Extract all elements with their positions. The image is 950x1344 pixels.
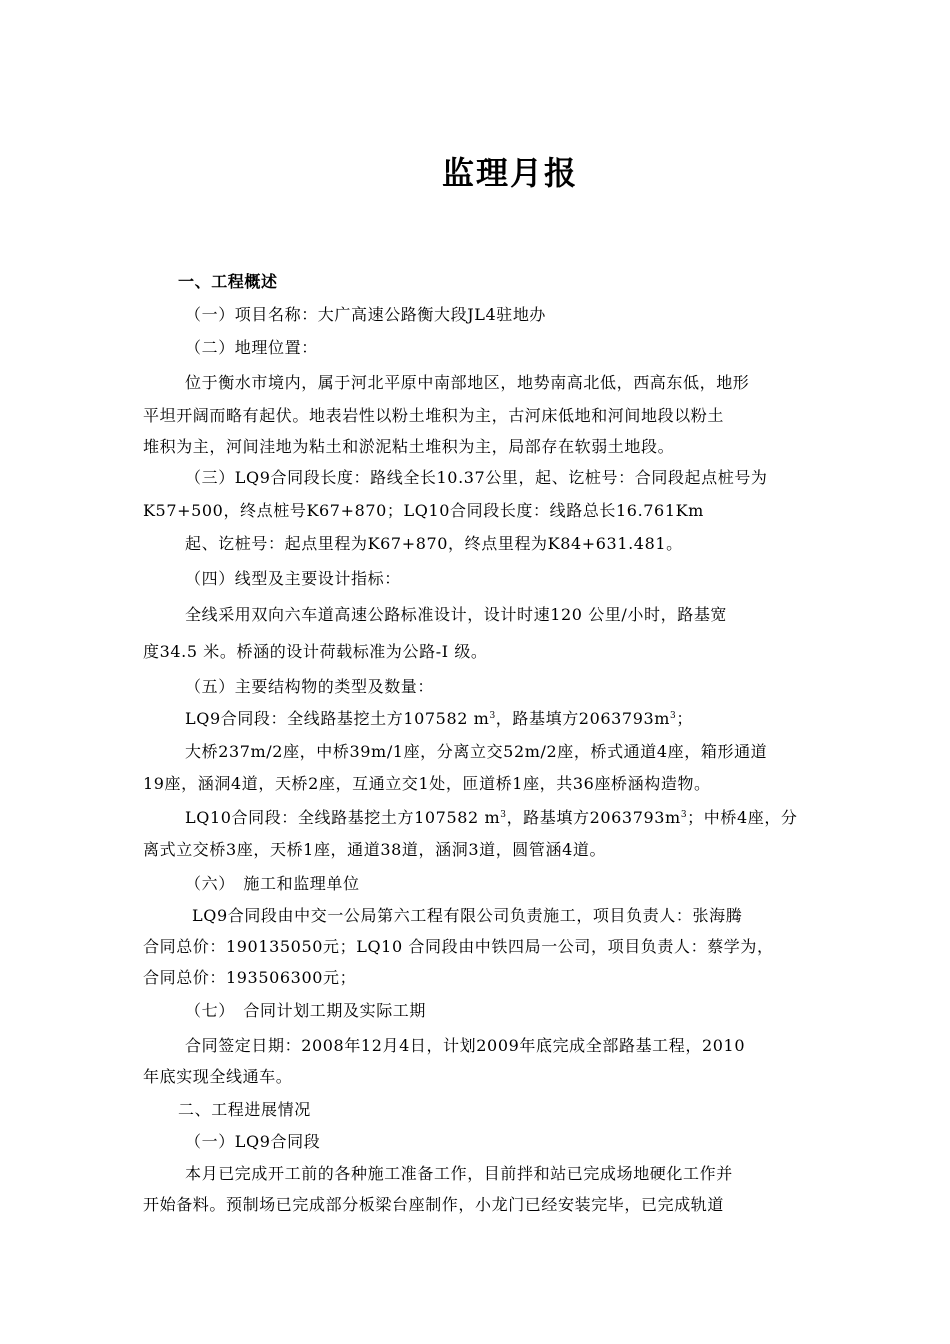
paragraph-line: 全线采用双向六车道高速公路标准设计，设计时速120 公里/小时，路基宽 (185, 605, 728, 624)
paragraph-line: 本月已完成开工前的各种施工准备工作，目前拌和站已完成场地硬化工作并 (185, 1164, 733, 1183)
paragraph-line: LQ9合同段：全线路基挖土方107582 $m^3$，路基填方$2063793m^3$； (185, 709, 693, 728)
paragraph-line: 19座，涵洞4道，天桥2座，互通立交1处，匝道桥1座，共36座桥涵构造物。 (143, 774, 711, 793)
section-heading: 二、工程进展情况 (178, 1100, 311, 1119)
paragraph-line: （三）LQ9合同段长度：路线全长10.37公里，起、讫桩号：合同段起点桩号为 (185, 468, 768, 487)
paragraph-line: 离式立交桥3座，天桥1座，通道38道，涵洞3道，圆管涵4道。 (143, 840, 607, 859)
paragraph-line: 平坦开阔而略有起伏。地表岩性以粉土堆积为主，古河床低地和河间地段以粉土 (143, 406, 725, 425)
paragraph-line: LQ9合同段由中交一公局第六工程有限公司负责施工，项目负责人：张海腾 (192, 906, 743, 925)
paragraph-line: （七） 合同计划工期及实际工期 (185, 1001, 427, 1020)
paragraph-line: 年底实现全线通车。 (143, 1067, 293, 1086)
paragraph-line: 度34.5 米。桥涵的设计荷载标准为公路-I 级。 (143, 642, 488, 661)
paragraph-line: （五）主要结构物的类型及数量： (185, 677, 435, 696)
paragraph-line: 堆积为主，河间洼地为粘土和淤泥粘土堆积为主，局部存在软弱土地段。 (143, 437, 675, 456)
paragraph-line: 合同总价：193506300元； (143, 968, 357, 987)
paragraph-line: （一）LQ9合同段 (185, 1132, 321, 1151)
paragraph-line: （一）项目名称：大广高速公路衡大段JL4驻地办 (185, 305, 547, 324)
paragraph-line: K57+500，终点桩号K67+870；LQ10合同段长度：线路总长16.761Km (143, 501, 704, 520)
paragraph-line: 起、讫桩号：起点里程为K67+870，终点里程为K84+631.481。 (185, 534, 683, 553)
paragraph-line: 合同签定日期：2008年12月4日，计划2009年底完成全部路基工程，2010 (185, 1036, 746, 1055)
paragraph-line: （四）线型及主要设计指标： (185, 569, 401, 588)
section-heading: 一、工程概述 (178, 272, 278, 291)
page-title: 监理月报 (441, 154, 578, 192)
paragraph-line: 位于衡水市境内，属于河北平原中南部地区，地势南高北低，西高东低，地形 (185, 373, 750, 392)
paragraph-line: 合同总价：190135050元；LQ10 合同段由中铁四局一公司，项目负责人：蔡学为， (143, 937, 774, 956)
paragraph-line: （二）地理位置： (185, 338, 318, 357)
paragraph-line: 开始备料。预制场已完成部分板梁台座制作，小龙门已经安装完毕，已完成轨道 (143, 1195, 725, 1214)
paragraph-line: 大桥237m/2座，中桥39m/1座，分离立交52m/2座，桥式通道4座，箱形通道 (185, 742, 768, 761)
paragraph-line: LQ10合同段：全线路基挖土方107582 $m^3$，路基填方$2063793m^3$；中桥4座，分 (185, 808, 798, 827)
paragraph-line: （六） 施工和监理单位 (185, 874, 360, 893)
